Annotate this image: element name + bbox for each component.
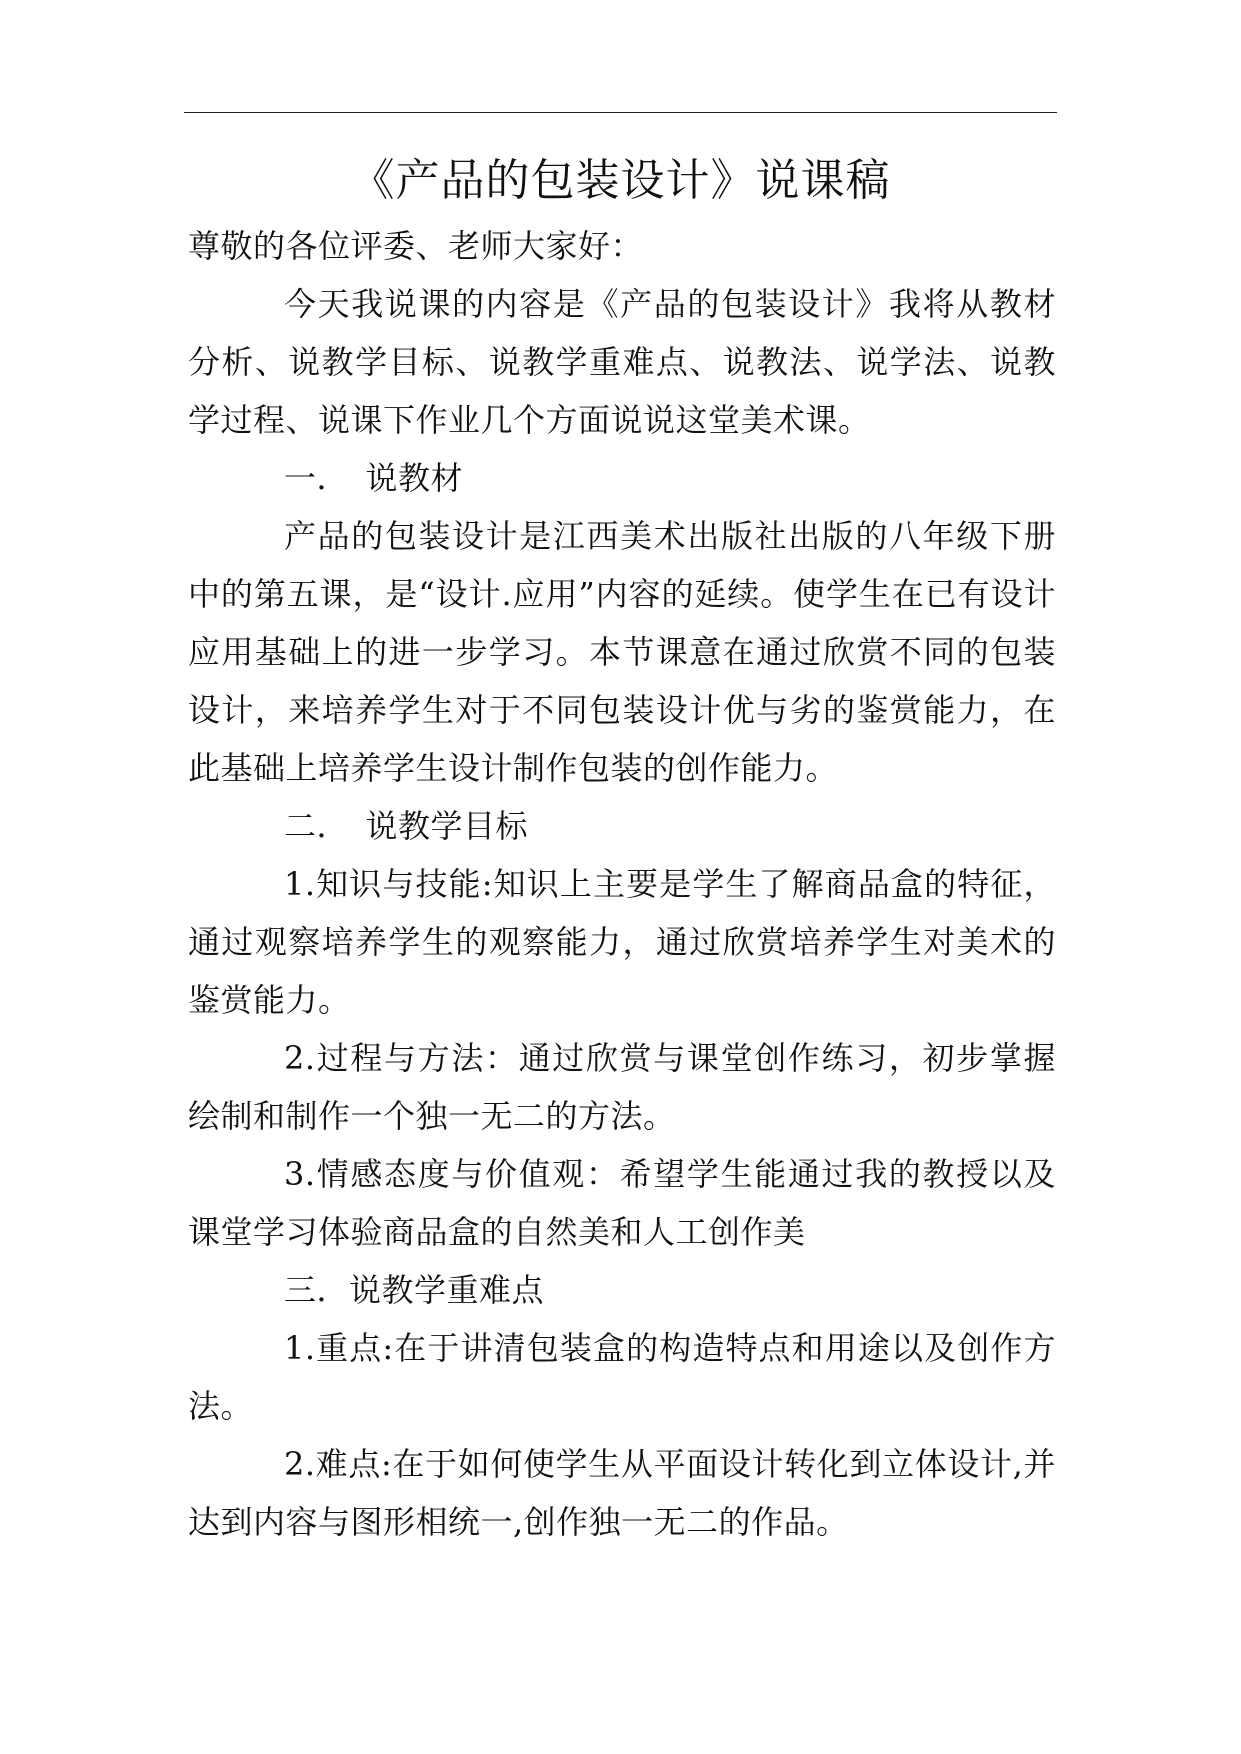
key-point-paragraph: 1.重点:在于讲清包装盒的构造特点和用途以及创作方法。 bbox=[188, 1329, 1056, 1425]
objective-process-paragraph: 2.过程与方法：通过欣赏与课堂创作练习，初步掌握绘制和制作一个独一无二的方法。 bbox=[188, 1039, 1056, 1135]
objective-attitude-paragraph: 3.情感态度与价值观：希望学生能通过我的教授以及课堂学习体验商品盒的自然美和人工创作美 bbox=[188, 1155, 1056, 1251]
document-title: 《产品的包装设计》说课稿 bbox=[350, 155, 891, 206]
section-heading-textbook: 一． 说教材 bbox=[284, 459, 464, 497]
greeting-paragraph: 尊敬的各位评委、老师大家好： bbox=[188, 227, 644, 265]
section-heading-objectives: 二． 说教学目标 bbox=[284, 807, 529, 845]
difficulty-paragraph: 2.难点:在于如何使学生从平面设计转化到立体设计,并达到内容与图形相统一,创作独一无二的作品。 bbox=[188, 1445, 1056, 1541]
intro-paragraph: 今天我说课的内容是《产品的包装设计》我将从教材分析、说教学目标、说教学重难点、说教法、说学法、说教学过程、说课下作业几个方面说说这堂美术课。 bbox=[188, 285, 1056, 439]
header-rule bbox=[184, 112, 1057, 113]
section-heading-key-points: 三．说教学重难点 bbox=[284, 1271, 545, 1309]
objective-knowledge-paragraph: 1.知识与技能:知识上主要是学生了解商品盒的特征，通过观察培养学生的观察能力，通过欣赏培养学生对美术的鉴赏能力。 bbox=[188, 865, 1056, 1019]
textbook-paragraph: 产品的包装设计是江西美术出版社出版的八年级下册中的第五课，是“设计.应用”内容的延续。使学生在已有设计应用基础上的进一步学习。本节课意在通过欣赏不同的包装设计，来培养学生对于不同包装设计优与劣的鉴赏能力，在此基础上培养学生设计制作包装的创作能力。 bbox=[188, 517, 1056, 787]
document-body bbox=[188, 217, 1056, 1551]
